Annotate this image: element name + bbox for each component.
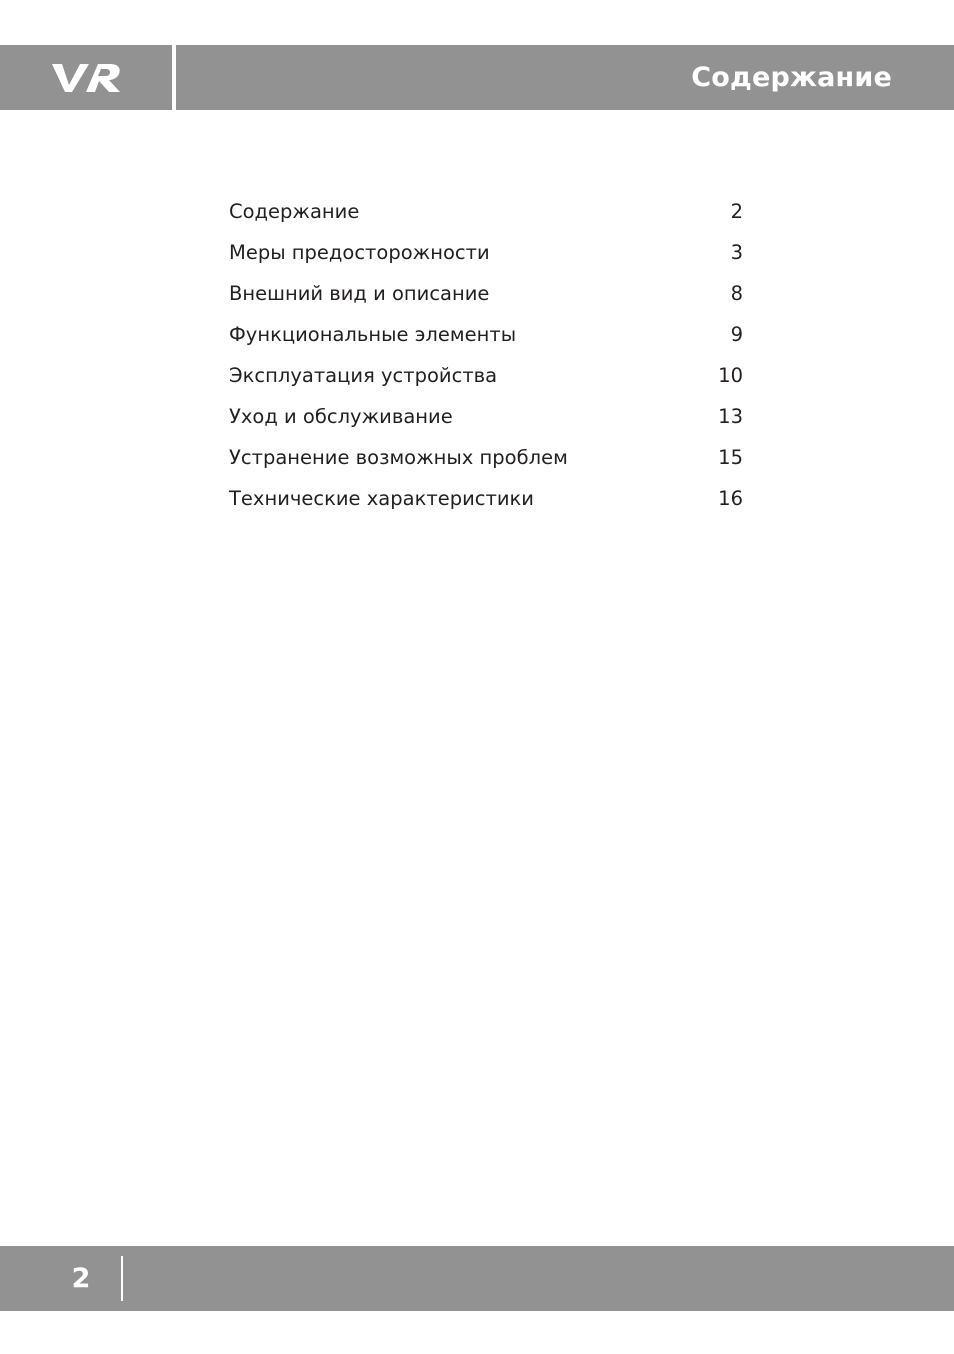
toc-row[interactable] bbox=[229, 314, 745, 355]
toc-entry-page: 3 bbox=[730, 241, 743, 264]
toc-row[interactable] bbox=[229, 232, 745, 273]
toc-entry-page: 15 bbox=[718, 446, 743, 469]
footer-bar bbox=[0, 1246, 954, 1311]
toc-row[interactable] bbox=[229, 437, 745, 478]
toc-entry-label: Внешний вид и описание bbox=[229, 282, 490, 305]
toc-entry-label: Устранение возможных проблем bbox=[229, 446, 568, 469]
page-number: 2 bbox=[71, 1263, 91, 1294]
toc-row[interactable] bbox=[229, 273, 745, 314]
page-title: Содержание bbox=[691, 62, 892, 93]
toc-entry-page: 13 bbox=[718, 405, 743, 428]
vr-logo-icon bbox=[50, 61, 122, 95]
toc-entry-page: 16 bbox=[718, 487, 743, 510]
header-divider bbox=[172, 45, 176, 110]
table-of-contents bbox=[229, 191, 745, 519]
toc-entry-page: 2 bbox=[730, 200, 743, 223]
toc-row[interactable] bbox=[229, 355, 745, 396]
toc-entry-label: Эксплуатация устройства bbox=[229, 364, 498, 387]
toc-entry-label: Технические характеристики bbox=[229, 487, 534, 510]
toc-row[interactable] bbox=[229, 396, 745, 437]
toc-row[interactable] bbox=[229, 191, 745, 232]
header-bar bbox=[0, 45, 954, 110]
toc-entry-label: Содержание bbox=[229, 200, 360, 223]
brand-logo bbox=[0, 45, 172, 110]
toc-entry-page: 9 bbox=[730, 323, 743, 346]
footer-divider bbox=[121, 1256, 123, 1301]
toc-row[interactable] bbox=[229, 478, 745, 519]
toc-entry-label: Функциональные элементы bbox=[229, 323, 517, 346]
toc-entry-page: 8 bbox=[730, 282, 743, 305]
toc-entry-label: Уход и обслуживание bbox=[229, 405, 453, 428]
toc-entry-label: Меры предосторожности bbox=[229, 241, 490, 264]
toc-entry-page: 10 bbox=[718, 364, 743, 387]
